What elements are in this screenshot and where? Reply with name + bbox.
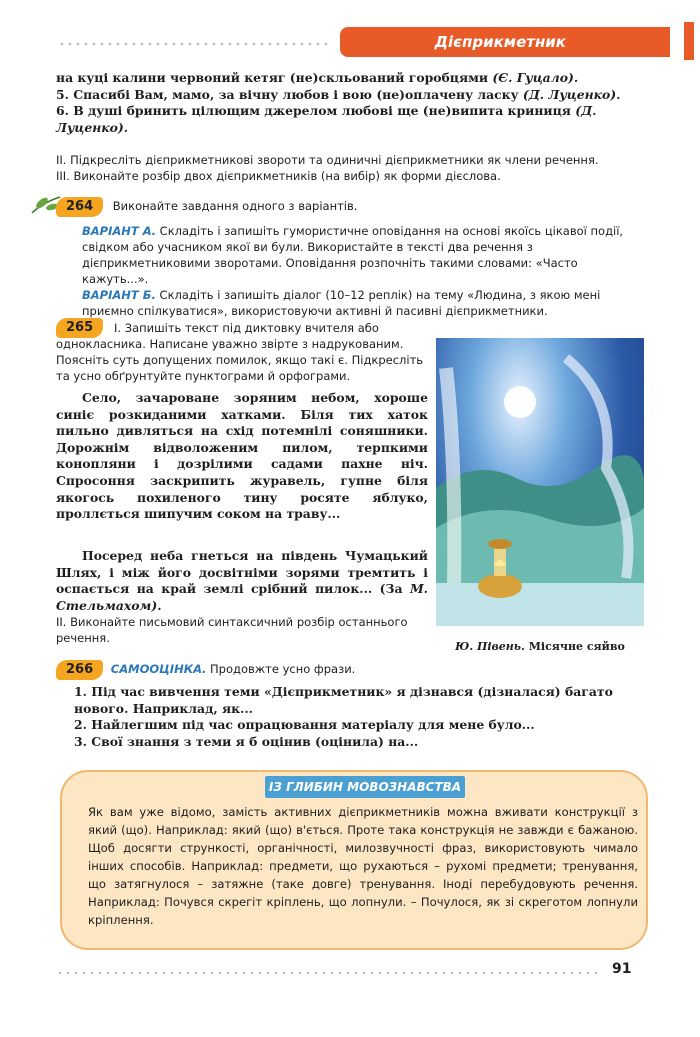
self-assessment-label: САМООЦІНКА.	[110, 662, 207, 676]
variant-b	[56, 287, 644, 319]
bottom-dotted-rule	[56, 972, 598, 974]
top-dotted-rule	[58, 43, 330, 45]
variant-b-text: Складіть і запишіть діалог (10–12 реплік) на тему «Людина, з якою мені приємно спілкуватися», використовуючи активні й пасивні дієприкметники.	[82, 288, 601, 318]
author-lutsenko-1: (Д. Луценко).	[522, 86, 621, 102]
sentence-4: на куці калини червоний кетяг (не)скльований горобцями	[56, 70, 489, 85]
exercise-number-266: 266	[56, 660, 103, 680]
painting-title: Місячне сяйво	[528, 640, 625, 653]
variant-a	[56, 223, 644, 287]
list-item: 2. Найлегшим під час опрацювання матеріалу для мене було...	[74, 717, 535, 733]
chapter-header-edge	[684, 22, 694, 60]
author-lutsenko-2: (Д. Луценко).	[56, 103, 597, 135]
painting-moonlight	[436, 338, 644, 626]
page-number: 91	[612, 961, 632, 977]
sentence-6: 6. В душі бринить цілющим джерелом любові ще (не)випита криниця	[56, 103, 571, 119]
continued-tasks	[56, 152, 644, 184]
continued-sentences	[56, 70, 644, 136]
chapter-header-tab	[340, 27, 670, 57]
exercise-266-intro: Продовжте усно фрази.	[210, 662, 356, 676]
linguistics-note-text: Як вам уже відомо, замість активних дієприкметників можна вживати конструкції з який (що). Наприклад: який (що) в'ється. Проте така конструкція не завжди є бажаною. Щоб досягти стрункості, органічності, милозвучності фраз, використовують чимало інших способів. Наприклад: предмети, що рухаються – рухомі предмети; тренування, що затягнулося – затяжне (таке довге) тренування. Іноді перебудовують речення. Наприклад: Почувся скрегіт кріплень, що лопнули. – Почулося, як зі скреготом лопнули кріплення.	[88, 805, 638, 927]
author-stelmakh: М. Стельмахом).	[56, 581, 428, 613]
painting-caption	[436, 640, 644, 653]
variant-a-text: Складіть і запишіть гумористичне оповідання на основі якоїсь цікавої події, свідком або учасником якої ви були. Використайте в тексті два речення з дієприкметниковими зворотами. Оповідання розпочніть такими словами: «Часто кажуть...».	[82, 224, 624, 286]
list-item: 3. Свої знання з теми я б оцінив (оцінила) на...	[74, 733, 419, 749]
exercise-264	[56, 197, 644, 319]
task-II: II. Підкресліть дієприкметникові звороти та одиничні дієприкметники як члени речення.	[56, 153, 599, 167]
exercise-number-265: 265	[56, 318, 103, 338]
dictation-paragraph-2	[56, 548, 428, 614]
list-item: 1. Під час вивчення теми «Дієприкметник» я дізнався (дізналася) багато нового. Наприклад, як...	[74, 684, 613, 716]
linguistics-note-title: ІЗ ГЛИБИН МОВОЗНАВСТВА	[265, 776, 465, 798]
dictation-paragraph-2-text: Посеред неба гнеться на південь Чумацький Шлях, і між його досвітніми зорями тремтить і оспається на край землі срібний пилок... (За	[56, 548, 428, 597]
painting-author: Ю. Півень.	[455, 640, 525, 653]
variant-b-label: ВАРІАНТ Б.	[82, 288, 156, 302]
sentence-5: 5. Спасибі Вам, мамо, за вічну любов і вою (не)оплачену ласку	[56, 86, 519, 102]
exercise-265-task1: I. Запишіть текст під диктовку вчителя або однокласника. Написане уважно звірте з надрукованим. Поясніть суть допущених помилок, якщо такі є. Підкресліть та усно обґрунтуйте пунктограми й орфограми.	[56, 321, 424, 383]
dictation-paragraph-1: Село, зачароване зоряним небом, хороше синіє розкиданими хатками. Біля тих хаток пильно дивляться на схід потемнілі соняшники. Дорожнім відволоженим пилом, терпкими конопляни і дозрілими садами пахне ніч. Спросоння заскрипить журавель, гупне біля якогось похиленого тину росяте яблуко, проллється шипучим соком на траву...	[56, 390, 428, 522]
exercise-265-task2: II. Виконайте письмовий синтаксичний розбір останнього речення.	[56, 615, 408, 645]
chapter-title: Дієприкметник	[434, 33, 566, 51]
exercise-266	[56, 660, 644, 680]
author-gutsalo: (Є. Гуцало).	[492, 70, 579, 85]
exercise-264-intro: Виконайте завдання одного з варіантів.	[112, 199, 358, 213]
exercise-number-264: 264	[56, 197, 103, 217]
variant-a-label: ВАРІАНТ А.	[82, 224, 157, 238]
exercise-266-list	[56, 684, 644, 750]
task-III: III. Виконайте розбір двох дієприкметників (на вибір) як форми дієслова.	[56, 169, 501, 183]
